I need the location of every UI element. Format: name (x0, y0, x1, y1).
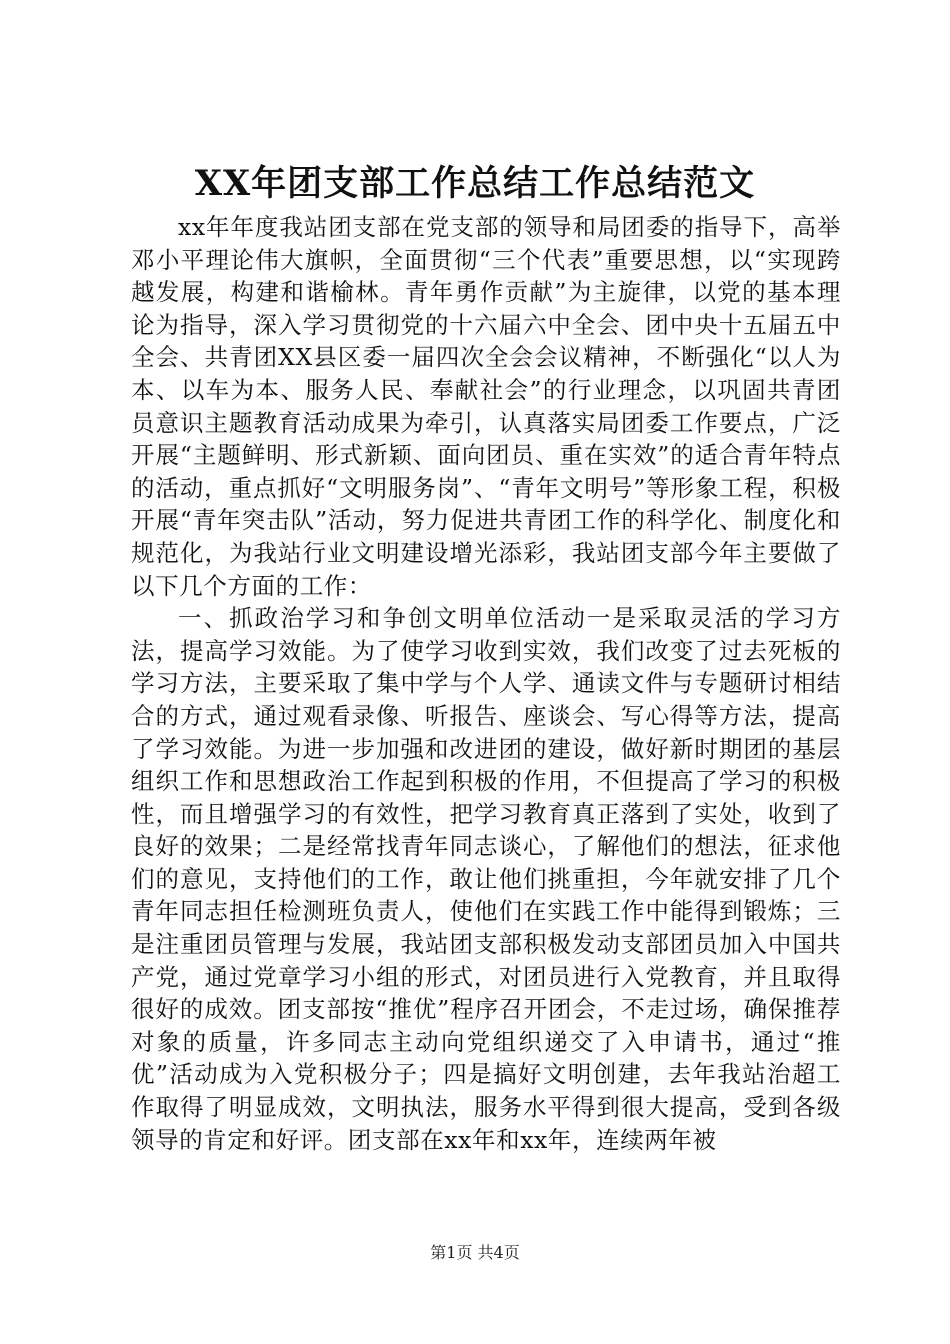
document-body (131, 211, 841, 1156)
paragraph-intro: xx年年度我站团支部在党支部的领导和局团委的指导下，高举邓小平理论伟大旗帜，全面贯彻“三个代表”重要思想，以“实现跨越发展，构建和谐榆林。青年勇作贡献”为主旋律，以党的基本理论为指导，深入学习贯彻党的十六届六中全会、团中央十五届五中全会、共青团XX县区委一届四次全会会议精神，不断强化“以人为本、以车为本、服务人民、奉献社会”的行业理念，以巩固共青团员意识主题教育活动成果为牵引，认真落实局团委工作要点，广泛开展“主题鲜明、形式新颖、面向团员、重在实效”的适合青年特点的活动，重点抓好“文明服务岗”、“青年文明号”等形象工程，积极开展“青年突击队”活动，努力促进共青团工作的科学化、制度化和规范化，为我站行业文明建设增光添彩，我站团支部今年主要做了以下几个方面的工作： (131, 213, 841, 600)
page-footer: 第1页 共4页 (430, 1243, 520, 1262)
document-title: XX年团支部工作总结工作总结范文 (194, 163, 756, 204)
paragraph-section-one: 一、抓政治学习和争创文明单位活动一是采取灵活的学习方法，提高学习效能。为了使学习收到实效，我们改变了过去死板的学习方法，主要采取了集中学与个人学、通读文件与专题研讨相结合的方式，通过观看录像、听报告、座谈会、写心得等方法，提高了学习效能。为进一步加强和改进团的建设，做好新时期团的基层组织工作和思想政治工作起到积极的作用，不但提高了学习的积极性，而且增强学习的有效性，把学习教育真正落到了实处，收到了良好的效果；二是经常找青年同志谈心，了解他们的想法，征求他们的意见，支持他们的工作，敢让他们挑重担，今年就安排了几个青年同志担任检测班负责人，使他们在实践工作中能得到锻炼；三是注重团员管理与发展，我站团支部积极发动支部团员加入中国共产党，通过党章学习小组的形式，对团员进行入党教育，并且取得很好的成效。团支部按“推优”程序召开团会，不走过场，确保推荐对象的质量，许多同志主动向党组织递交了入申请书，通过“推优”活动成为入党积极分子；四是搞好文明创建，去年我站治超工作取得了明显成效，文明执法，服务水平得到很大提高，受到各级领导的肯定和好评。团支部在xx年和xx年，连续两年被 (131, 604, 841, 1154)
